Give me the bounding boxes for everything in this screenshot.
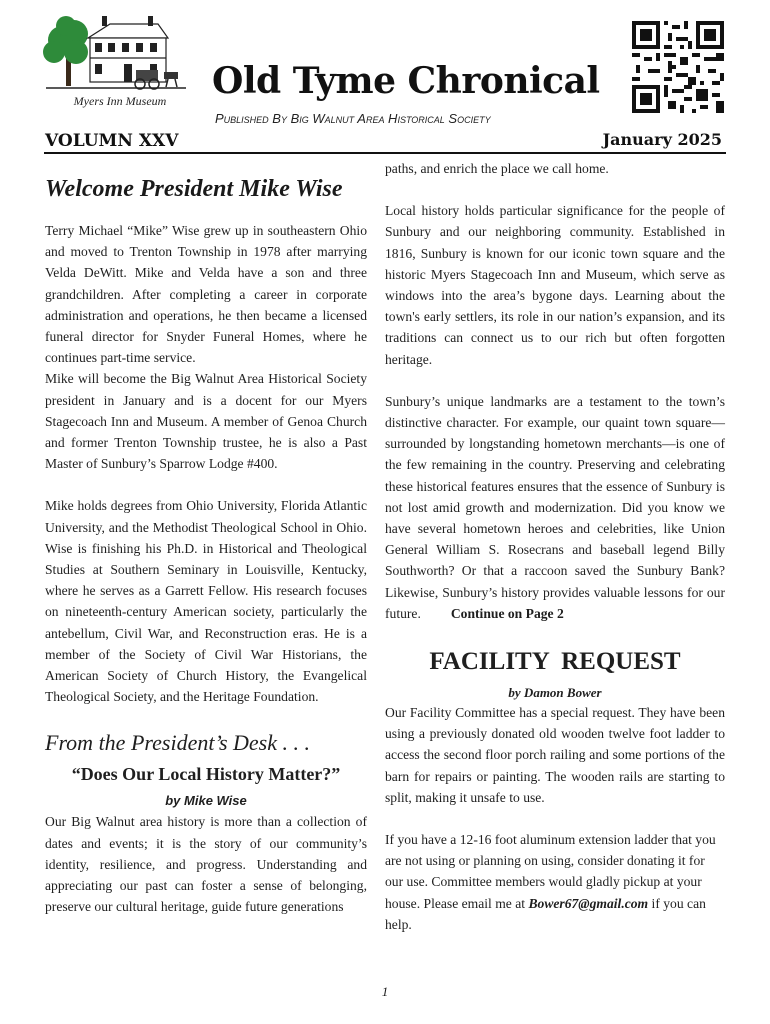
email-link[interactable]: Bower67@gmail.com bbox=[528, 895, 649, 911]
article-paragraph: Our Big Walnut area history is more than a collection of dates and events; it is the story of our community’s identity, resilience, and progress. Understanding and appreciating our past can foster a sense of belonging, preserve our cultural heritage, guide future generations bbox=[45, 814, 367, 915]
article-paragraph: Mike holds degrees from Ohio University, Florida Atlantic University, and the Methodist Theological School in Ohio. Wise is finishing his Ph.D. in Historical and Theological Studies at Southern Seminary in Louisville, Kentucky, where he serves as a Garrett Fellow. His research focuses on nineteenth-century American society, particularly the antebellum, Civil War, and Reconstruction eras. He is a member of the Society of Civil War Historians, the American Society of Church History, the Evangelical Theological Society, and the Heritage Foundation. bbox=[45, 498, 367, 705]
newsletter-title: Old Tyme Chronical bbox=[212, 60, 600, 102]
article-paragraph-continued: paths, and enrich the place we call home. bbox=[385, 161, 609, 176]
article-paragraph: Mike will become the Big Walnut Area Historical Society president in January and is a docent for our Myers Stagecoach Inn and Museum. A member of Genoa Church and former Trenton Township trustee, he is also a Past Master of Sunbury’s Sparrow Lodge #400. bbox=[45, 371, 367, 472]
article-paragraph: Terry Michael “Mike” Wise grew up in southeastern Ohio and moved to Trenton Township in 1978 after marrying Velda DeWitt. Mike and Velda have a son and three grandchildren. After completing a career in corporate administration and operations, he then became a licensed funeral director for Snyder Funeral Homes, where he continues part-time service. bbox=[45, 223, 367, 366]
right-column bbox=[385, 158, 725, 935]
qr-code-icon[interactable] bbox=[632, 20, 724, 114]
article-paragraph bbox=[385, 391, 725, 624]
column-heading-presidents-desk: From the President’s Desk . . . bbox=[45, 730, 310, 756]
left-column bbox=[45, 170, 367, 917]
issue-date: January 2025 bbox=[602, 130, 722, 149]
logo-caption: Myers Inn Museum bbox=[73, 94, 167, 108]
article-paragraph bbox=[385, 829, 725, 935]
masthead-divider bbox=[44, 152, 726, 154]
continue-link[interactable]: Continue on Page 2 bbox=[450, 605, 564, 621]
article-text: If you have a 12-16 foot aluminum extension ladder that you are not using or planning on using, consider donating it for our use. Committee members would gladly pickup at your house. Please email me at bbox=[385, 832, 716, 911]
volume-label: VOLUMN XXV bbox=[45, 131, 179, 151]
page-number: 1 bbox=[381, 984, 389, 999]
article-heading-welcome: Welcome President Mike Wise bbox=[45, 176, 343, 202]
newsletter-subtitle: Published By Big Walnut Area Historical Society bbox=[215, 111, 491, 126]
article-paragraph: Our Facility Committee has a special request. They have been using a previously donated old wooden twelve foot ladder to access the second floor porch railing and some portions of the barn for repairs or painting. The wooden rails are starting to split, making it unsafe to use. bbox=[385, 705, 725, 805]
article-byline: by Mike Wise bbox=[165, 793, 247, 809]
article-text: Sunbury’s unique landmarks are a testament to the town’s distinctive character. For example, our quaint town square—surrounded by longstanding hometown merchants—is one of the few remaining in the country. Preserving and celebrating these historical features ensures that the essence of Sunbury is not lost amid growth and modernization. Did you know we have several hometown heroes and celebrities, like Union General William S. Rosecrans and baseball legend Billy Southworth? Or that a raccoon saved the Sunbury Bank? Likewise, Sunbury’s history provides valuable lessons for our future. bbox=[385, 393, 725, 621]
article-paragraph: Local history holds particular significance for the people of Sunbury and our neighboring community. Established in 1816, Sunbury is known for our iconic town square and the historic Myers Stagecoach Inn and Museum, which serve as windows into the area’s bygone days. Learning about the town's early settlers, its role in our nation’s expansion, and its traditions can connect us to our rich but often forgotten heritage. bbox=[385, 203, 725, 367]
article-heading-facility-request: FACILITY REQUEST bbox=[429, 648, 681, 676]
article-text: if you can help. bbox=[385, 895, 706, 932]
article-title-local-history: “Does Our Local History Matter?” bbox=[71, 764, 341, 785]
article-byline: by Damon Bower bbox=[508, 685, 602, 701]
